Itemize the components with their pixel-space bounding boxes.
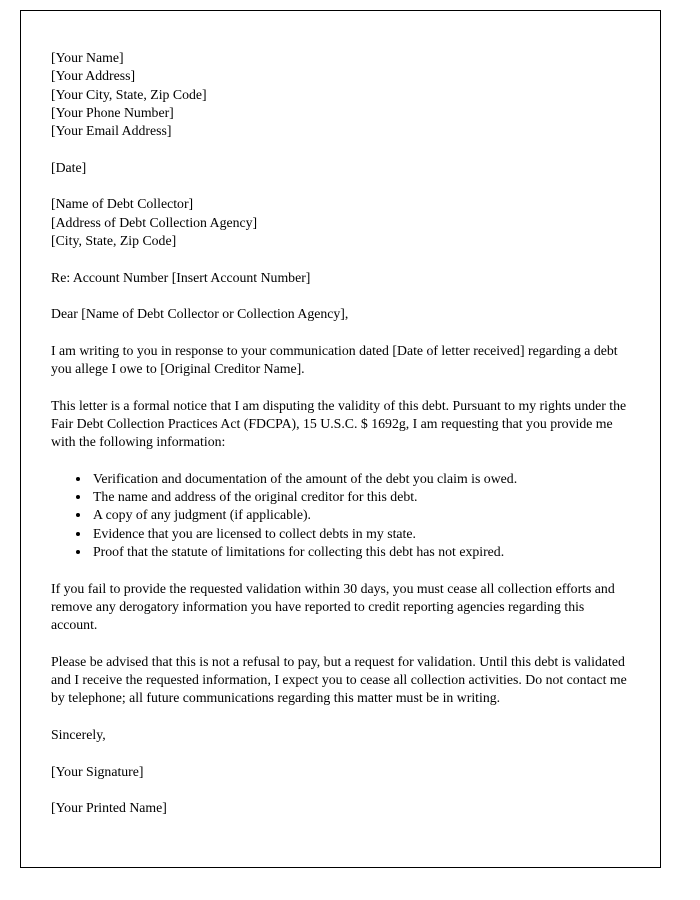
recipient-name-line: [Name of Debt Collector] (51, 196, 194, 212)
subject-line: Re: Account Number [Insert Account Number] (51, 269, 311, 285)
sender-city-state-zip-line: [Your City, State, Zip Code] (51, 86, 207, 102)
requested-information-list (51, 470, 630, 561)
recipient-block (51, 195, 630, 250)
sender-block (51, 49, 630, 140)
list-item: • Evidence that you are licensed to collect debts in my state. (91, 525, 630, 543)
letter-page (20, 10, 661, 868)
list-item: • A copy of any judgment (if applicable). (91, 506, 630, 524)
sender-email-line: [Your Email Address] (51, 123, 172, 139)
sender-address-line: [Your Address] (51, 68, 136, 84)
paragraph-validation-deadline: If you fail to provide the requested validation within 30 days, you must cease all collection efforts and remove any derogatory information you have reported to credit reporting agencies regarding this account. (51, 580, 615, 633)
paragraph-intro: I am writing to you in response to your communication dated [Date of letter received] regarding a debt you allege I owe to [Original Creditor Name]. (51, 342, 618, 377)
salutation-line: Dear [Name of Debt Collector or Collection Agency], (51, 306, 349, 322)
list-item: • Verification and documentation of the amount of the debt you claim is owed. (91, 470, 630, 488)
date-line: [Date] (51, 159, 87, 175)
signature-placeholder: [Your Signature] (51, 763, 144, 779)
debt-validation-letter (21, 11, 660, 817)
paragraph-not-refusal: Please be advised that this is not a refusal to pay, but a request for validation. Until this debt is validated and I receive the requested information, I expect you to cease all collection activities. Do not contact me by telephone; all future communications regarding this matter must be in writing. (51, 653, 627, 706)
sender-name-line: [Your Name] (51, 50, 124, 65)
recipient-city-state-zip-line: [City, State, Zip Code] (51, 232, 177, 248)
closing-line: Sincerely, (51, 726, 106, 742)
list-item: • The name and address of the original creditor for this debt. (91, 488, 630, 506)
printed-name-placeholder: [Your Printed Name] (51, 800, 167, 816)
paragraph-dispute-notice: This letter is a formal notice that I am disputing the validity of this debt. Pursuant to my rights under the Fair Debt Collection Practices Act (FDCPA), 15 U.S.C. $ 1692g, I am requesting that you provide me with the following information: (51, 397, 627, 450)
recipient-address-line: [Address of Debt Collection Agency] (51, 214, 258, 230)
list-item: • Proof that the statute of limitations for collecting this debt has not expired. (91, 543, 630, 561)
sender-phone-line: [Your Phone Number] (51, 104, 174, 120)
